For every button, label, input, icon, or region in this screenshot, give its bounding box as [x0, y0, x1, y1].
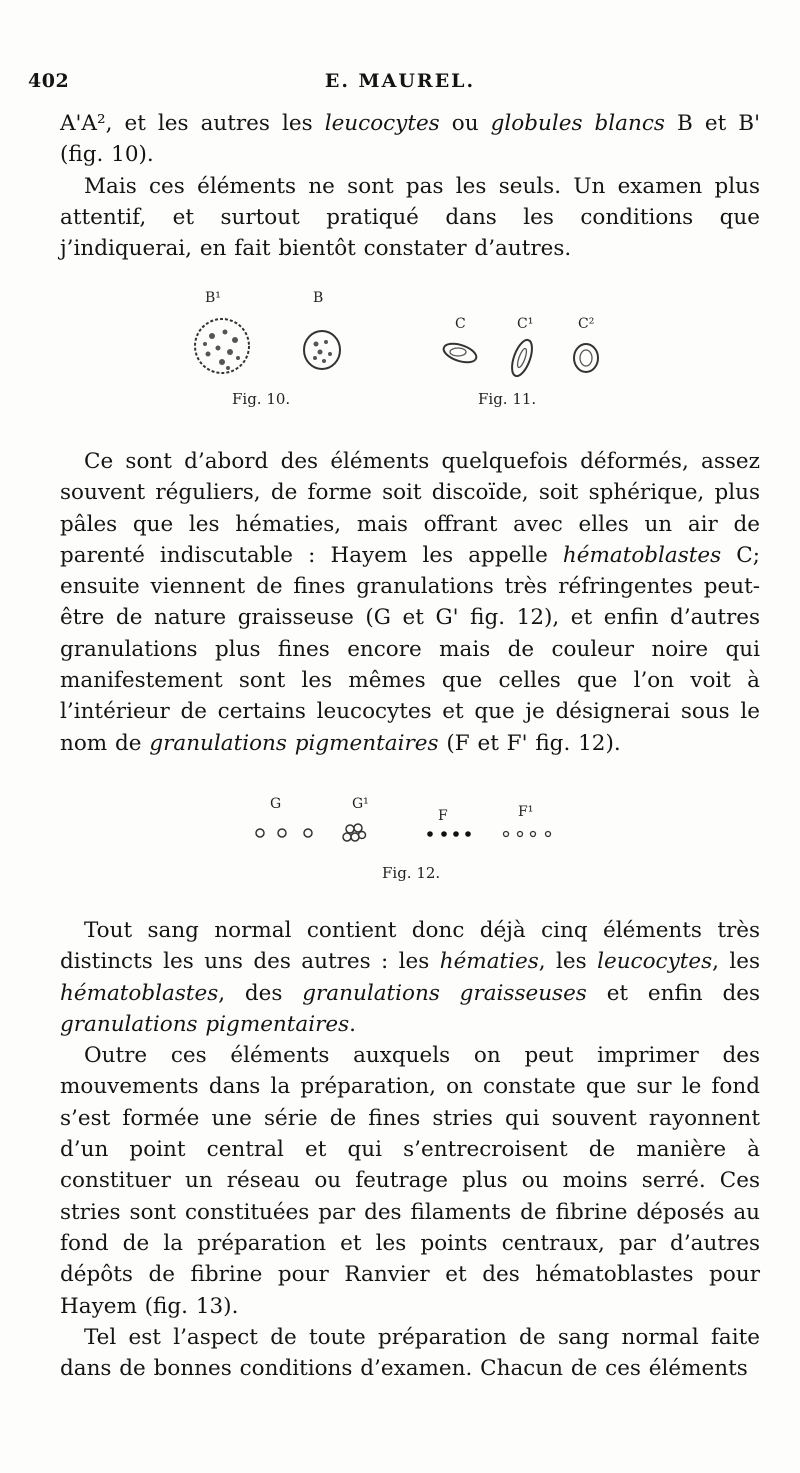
para4-sep-1: , les — [538, 949, 598, 975]
text-block-middle — [60, 446, 760, 759]
para4-sep-5: . — [349, 1011, 356, 1037]
fig12-label-g1: G¹ — [352, 796, 369, 812]
figures-10-11 — [60, 280, 760, 420]
paragraph-2: Mais ces éléments ne sont pas les seuls. Un examen plus attentif, et surtout pratiqué dans les conditions que j’indiquerai, en fait bientôt constater d’autres. — [60, 173, 760, 262]
fig12-label-g: G — [270, 796, 282, 812]
text-block-bottom — [60, 915, 760, 1384]
para1-italic-leucocytes: leucocytes — [324, 111, 440, 136]
para4-sep-2: , les — [712, 949, 761, 975]
para1-text-b: ou — [439, 111, 491, 136]
para4-sep-4: et enfin des — [586, 980, 760, 1006]
para4-text-a: Tout sang normal contient donc déjà cinq éléments très distincts les uns des autres : les — [60, 918, 760, 975]
para3-text-b: C; ensuite viennent de fines granulations très réfringentes peut-être de nature graisseuse (G et G' fig. 12), et enfin d’autres granulations plus fines encore mais de couleur noire qui manifestement sont les mêmes que celles que l’on voit à l’intérieur de certains leucocytes et que je désignerai sous le nom de — [60, 542, 760, 756]
leucocyte-b-drawing — [304, 331, 340, 369]
fig10-label-b1: B¹ — [205, 290, 221, 306]
para3-text-c: (F et F' fig. 12). — [438, 730, 621, 756]
hematoblast-c1-drawing — [508, 337, 536, 378]
fig12-caption: Fig. 12. — [382, 864, 441, 882]
leucocyte-b1-drawing — [195, 319, 249, 373]
para3-italic-hematoblastes: hématoblastes — [562, 542, 722, 568]
pigment-granules-f-drawing — [427, 831, 471, 837]
fig11-caption: Fig. 11. — [478, 390, 537, 408]
hematoblast-c-drawing — [441, 340, 478, 366]
para3-text-a: Ce sont d’abord des éléments quelquefois déformés, assez souvent réguliers, de forme soit discoïde, soit sphérique, plus pâles que les hématies, mais offrant avec elles un air de parenté indiscutable : Hayem les appelle — [60, 449, 760, 568]
page-number: 402 — [28, 70, 70, 92]
fig10-caption: Fig. 10. — [232, 390, 291, 408]
para4-italic-granulations-pigmentaires: granulations pigmentaires — [60, 1011, 350, 1037]
para1-italic-globules-blancs: globules blancs — [490, 111, 665, 136]
figures-10-11-svg — [60, 280, 760, 420]
para1-text-a: A'A², et les autres les — [60, 111, 325, 136]
fat-granule-cluster-g1-drawing — [343, 824, 366, 841]
fig12-label-f1: F¹ — [518, 804, 534, 820]
fig11-label-c2: C² — [578, 316, 595, 332]
paragraph-5: Outre ces éléments auxquels on peut imprimer des mouvements dans la préparation, on constate que sur le fond s’est formée une série de fines stries qui souvent rayonnent d’un point central et qui s’entrecroisent de manière à constituer un réseau ou feutrage plus ou moins serré. Ces stries sont constituées par des filaments de fibrine déposés au fond de la préparation et les points centraux, par d’autres dépôts de fibrine pour Ranvier et des hématoblastes pour Hayem (fig. 13). — [60, 1043, 760, 1319]
para4-italic-leucocytes: leucocytes — [597, 949, 713, 975]
para4-italic-hematies: hématies — [439, 949, 539, 975]
fat-granules-g-drawing — [256, 829, 312, 837]
paragraph-1 — [60, 108, 760, 171]
paragraph-4 — [60, 915, 760, 1040]
para4-sep-3: , des — [218, 980, 303, 1006]
text-block-top — [60, 108, 760, 264]
hematoblast-c2-drawing — [574, 344, 598, 372]
running-head: E. MAUREL. — [324, 70, 476, 92]
figure-12-svg — [60, 780, 760, 890]
fig10-label-b: B — [313, 290, 324, 306]
paragraph-6: Tel est l’aspect de toute préparation de sang normal faite dans de bonnes conditions d’examen. Chacun de ces éléments — [60, 1324, 760, 1382]
pigment-granules-f1-drawing — [504, 832, 551, 837]
para1-text-c: B et B' (fig. 10). — [60, 111, 760, 168]
figure-12 — [60, 780, 760, 890]
para3-italic-granulations-pigmentaires: granulations pigmentaires — [149, 730, 439, 756]
fig11-label-c1: C¹ — [517, 316, 534, 332]
paragraph-3 — [60, 446, 760, 759]
fig11-label-c: C — [455, 316, 466, 332]
para4-italic-hematoblastes: hématoblastes — [60, 980, 219, 1006]
fig12-label-f: F — [438, 808, 448, 824]
para4-italic-granulations-graisseuses: granulations graisseuses — [302, 980, 587, 1006]
page-header — [28, 70, 772, 100]
